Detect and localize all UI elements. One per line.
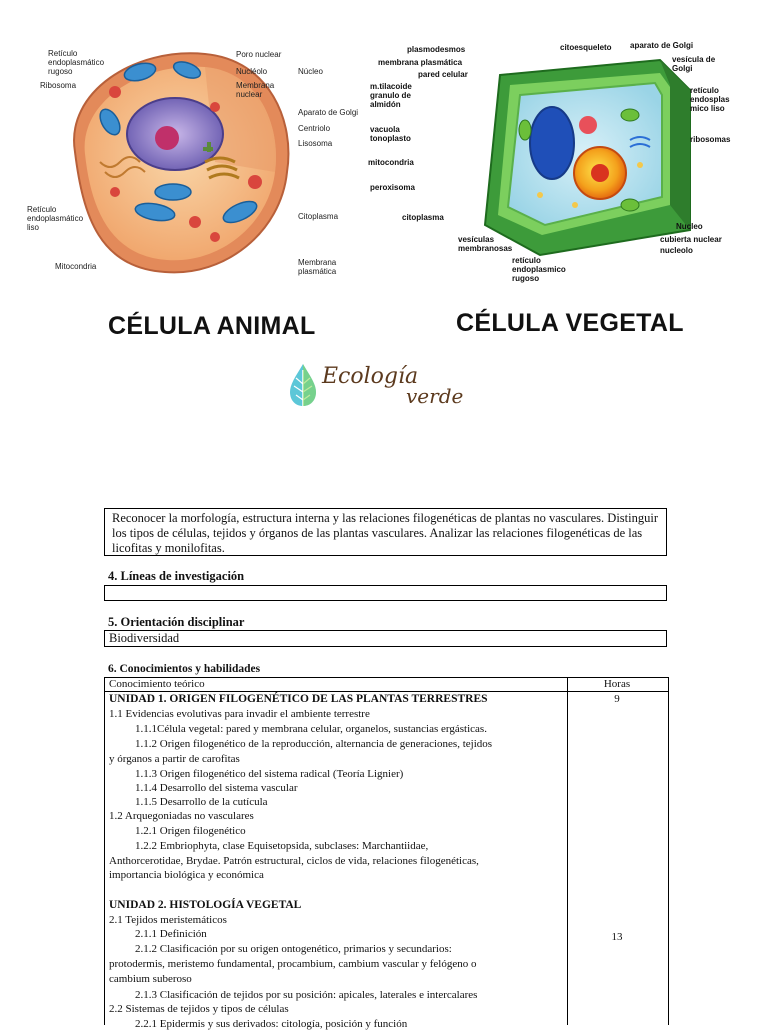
- plant-label-reticulo-liso: retículo endosplas mico liso: [690, 86, 730, 113]
- table-header-conocimiento: Conocimiento teórico: [109, 678, 205, 690]
- plant-label-mitocondria: mitocondria: [368, 158, 414, 167]
- objetivo-text: Reconocer la morfología, estructura interna y las relaciones filogenéticas de plantas no vasculares. Distinguir los tipos de células, tejidos y órganos de las plantas vasculares. Analizar las relaciones filogenéticas de las licofitas y monilofitas.: [112, 511, 658, 555]
- unidad1-horas: 9: [614, 693, 620, 705]
- table-row: UNIDAD 2. HISTOLOGÍA VEGETAL: [109, 899, 302, 911]
- plant-label-citoplasma: citoplasma: [402, 213, 444, 222]
- table-row: 1.1.3 Origen filogenético del sistema radical (Teoría Lignier): [135, 768, 404, 780]
- table-row: protodermis, meristemo fundamental, procambium, cambium vascular y felógeno o: [109, 958, 477, 970]
- plant-label-vesiculas: vesículas membranosas: [458, 235, 513, 253]
- logo-text-ecologia: Ecología: [322, 364, 419, 389]
- logo-text-verde: verde: [406, 384, 464, 408]
- animal-label-mitocondria: Mitocondria: [55, 262, 97, 271]
- plant-label-vesicula-golgi: vesícula de Golgi: [672, 55, 716, 73]
- section5-value: Biodiversidad: [109, 631, 180, 645]
- table-header-horas: Horas: [603, 678, 631, 690]
- table-row: cambium suberoso: [109, 973, 192, 985]
- animal-label-membrana-nuclear: Membrana nuclear: [236, 81, 275, 99]
- animal-label-poro-nuclear: Poro nuclear: [236, 50, 282, 59]
- unidad2-horas: 13: [611, 931, 623, 943]
- plant-label-tilacoide: m.tilacoide granulo de almidón: [370, 82, 412, 109]
- table-row: 2.2.1 Epidermis y sus derivados: citología, posición y función: [135, 1018, 408, 1030]
- animal-label-reticulo-liso: Retículo endoplasmático liso: [27, 205, 84, 232]
- plant-label-nucleolo: nucleolo: [660, 246, 693, 255]
- table-row: 2.1.2 Clasificación por su origen ontogenético, primarios y secundarios:: [135, 943, 452, 955]
- table-row: 2.2 Sistemas de tejidos y tipos de células: [109, 1003, 289, 1015]
- plant-cell-illustration: [480, 55, 695, 260]
- section4-box: [104, 585, 667, 601]
- table-row: 1.1.1Célula vegetal: pared y membrana celular, organelos, sustancias ergásticas.: [135, 723, 487, 735]
- plant-label-membrana-plasmatica: membrana plasmática: [378, 58, 463, 67]
- table-row: importancia biológica y económica: [109, 869, 264, 881]
- table-row: Anthorcerotidae, Brydae. Patrón estructural, ciclos de vida, relaciones filogenéticas,: [109, 855, 479, 867]
- animal-label-ribosoma: Ribosoma: [40, 81, 77, 90]
- table-row: 1.2.2 Embriophyta, clase Equisetopsida, subclases: Marchantiidae,: [135, 840, 429, 852]
- animal-label-reticulo-rugoso: Retículo endoplasmático rugoso: [48, 49, 105, 76]
- plant-label-pared-celular: pared celular: [418, 70, 468, 79]
- animal-label-nucleolo: Nucléolo: [236, 67, 268, 76]
- animal-cell-title: CÉLULA ANIMAL: [108, 312, 316, 340]
- section5-box: [104, 630, 667, 647]
- leaf-drop-icon: [288, 362, 318, 408]
- table-row: 1.1.5 Desarrollo de la cutícula: [135, 796, 268, 808]
- section5-heading: 5. Orientación disciplinar: [108, 615, 245, 629]
- conocimientos-table: [104, 677, 669, 1030]
- section4-heading: 4. Líneas de investigación: [108, 569, 245, 583]
- plant-label-ribosomas: ribosomas: [690, 135, 731, 144]
- table-row: 1.2.1 Origen filogenético: [135, 825, 246, 837]
- plant-label-citoesqueleto: citoesqueleto: [560, 43, 612, 52]
- animal-label-golgi: Aparato de Golgi: [298, 108, 359, 117]
- animal-label-membrana-plasmatica: Membrana plasmática: [298, 258, 337, 276]
- plant-label-golgi: aparato de Golgi: [630, 41, 694, 50]
- plant-label-cubierta-nuclear: cubierta nuclear: [660, 235, 722, 244]
- section6-heading: 6. Conocimientos y habilidades: [108, 663, 261, 675]
- table-row: y órganos a partir de carofitas: [109, 753, 240, 765]
- table-row: 1.1.4 Desarrollo del sistema vascular: [135, 782, 298, 794]
- plant-label-reticulo-rugoso: retículo endoplasmico rugoso: [512, 256, 566, 283]
- table-row: UNIDAD 1. ORIGEN FILOGENÉTICO DE LAS PLANTAS TERRESTRES: [109, 693, 488, 705]
- table-row: 2.1.3 Clasificación de tejidos por su posición: apicales, laterales e intercalares: [135, 989, 478, 1001]
- table-row: 1.2 Arquegoniadas no vasculares: [109, 810, 254, 822]
- animal-label-nucleo: Núcleo: [298, 67, 323, 76]
- table-row: 1.1.2 Origen filogenético de la reproducción, alternancia de generaciones, tejidos: [135, 738, 493, 750]
- table-row: 2.1.1 Definición: [135, 928, 207, 940]
- plant-label-vacuola: vacuola tonoplasto: [370, 125, 411, 143]
- plant-label-plasmodesmos: plasmodesmos: [407, 45, 466, 54]
- animal-label-citoplasma: Citoplasma: [298, 212, 339, 221]
- table-row: 2.1 Tejidos meristemáticos: [109, 914, 227, 926]
- animal-label-lisosoma: Lisosoma: [298, 139, 333, 148]
- animal-label-centriolo: Centriolo: [298, 124, 331, 133]
- plant-label-peroxisoma: peroxisoma: [370, 183, 415, 192]
- animal-cell-illustration: [55, 42, 305, 282]
- plant-label-nucleo: Nucleo: [676, 222, 703, 231]
- table-row: 1.1 Evidencias evolutivas para invadir el ambiente terrestre: [109, 708, 370, 720]
- plant-cell-title: CÉLULA VEGETAL: [456, 309, 684, 337]
